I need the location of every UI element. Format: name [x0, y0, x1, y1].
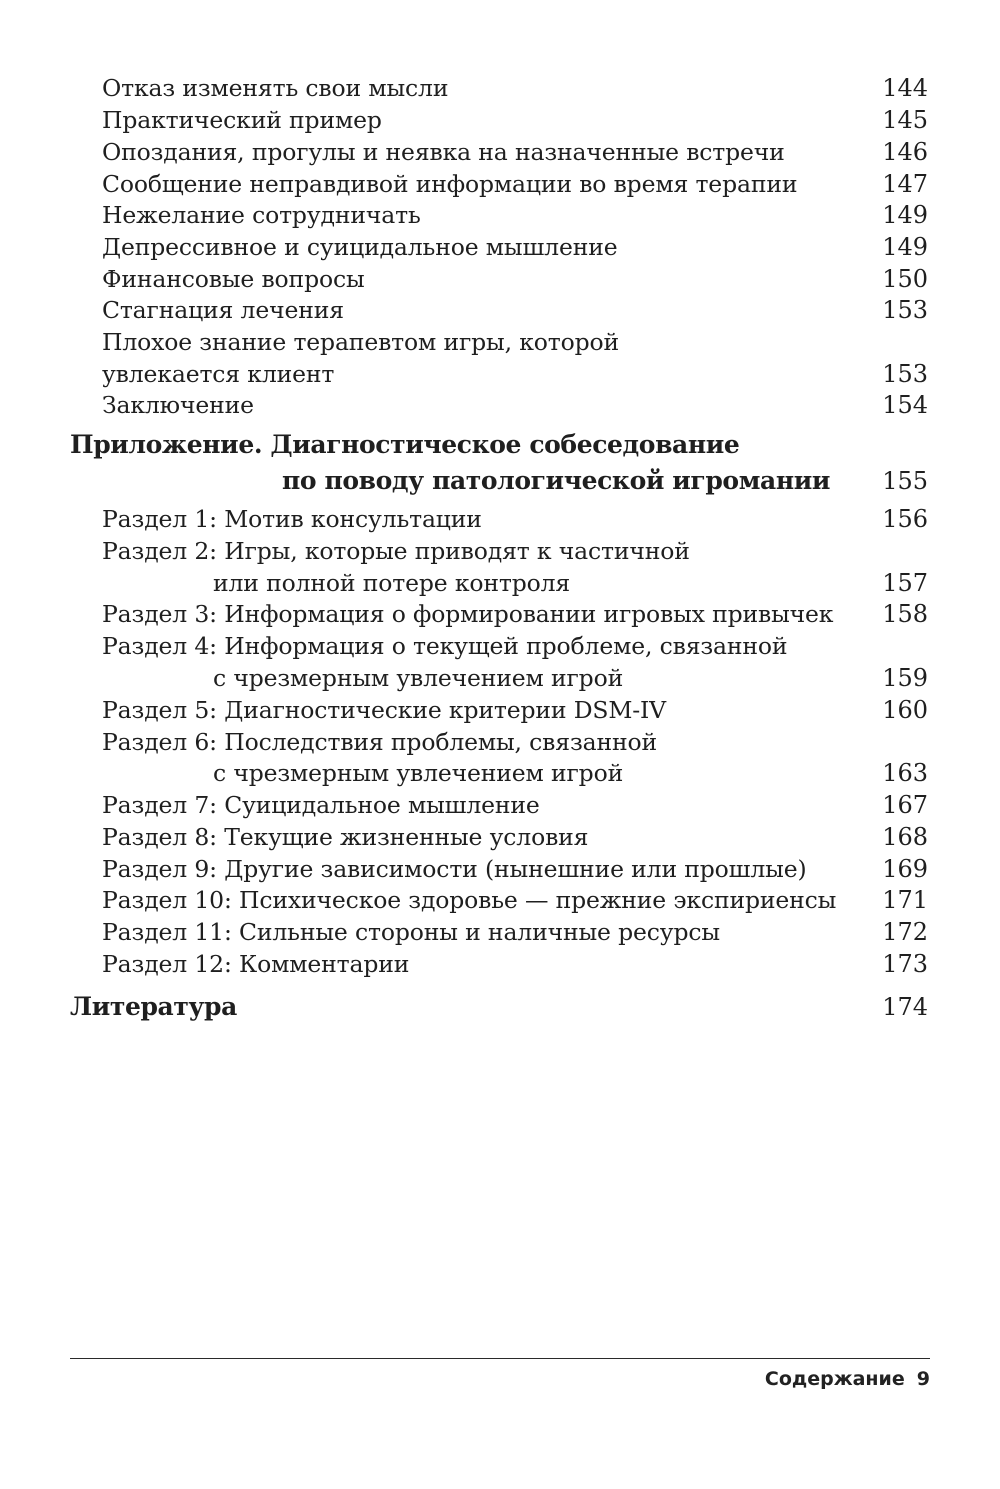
appendix-section-title-line1[interactable]: Раздел 4: Информация о текущей проблеме, связанной: [102, 632, 788, 660]
appendix-section-title[interactable]: Раздел 9: Другие зависимости (нынешние или прошлые): [102, 855, 807, 883]
toc-entry-title[interactable]: Стагнация лечения: [102, 296, 344, 324]
appendix-section-title-line1[interactable]: Раздел 2: Игры, которые приводят к частичной: [102, 537, 690, 565]
appendix-section-title[interactable]: Раздел 5: Диагностические критерии DSM-IV: [102, 696, 667, 724]
appendix-section-title[interactable]: Раздел 8: Текущие жизненные условия: [102, 823, 589, 851]
toc-entry-title[interactable]: Депрессивное и суицидальное мышление: [102, 233, 618, 261]
toc-entry-page: 145: [882, 106, 928, 134]
toc-entry-title-line1[interactable]: Плохое знание терапевтом игры, которой: [102, 328, 620, 356]
literature-heading[interactable]: Литература: [70, 992, 237, 1021]
toc-entry-title[interactable]: Заключение: [102, 391, 254, 419]
appendix-section-title-line2[interactable]: или полной потере контроля: [213, 569, 571, 597]
appendix-section-title[interactable]: Раздел 11: Сильные стороны и наличные ресурсы: [102, 918, 720, 946]
appendix-section-page: 159: [882, 664, 928, 692]
appendix-section-page: 168: [882, 823, 928, 851]
appendix-section-title[interactable]: Раздел 10: Психическое здоровье — прежние экспириенсы: [102, 886, 837, 914]
toc-entry-page: 144: [882, 74, 928, 102]
appendix-heading-line2[interactable]: по поводу патологической игромании: [282, 466, 831, 495]
toc-entry-title[interactable]: Отказ изменять свои мысли: [102, 74, 449, 102]
appendix-section-page: 171: [882, 886, 928, 914]
appendix-section-page: 158: [882, 600, 928, 628]
appendix-section-page: 172: [882, 918, 928, 946]
appendix-section-page: 157: [882, 569, 928, 597]
appendix-section-title[interactable]: Раздел 12: Комментарии: [102, 950, 410, 978]
appendix-section-title[interactable]: Раздел 7: Суицидальное мышление: [102, 791, 540, 819]
appendix-section-title-line2[interactable]: с чрезмерным увлечением игрой: [213, 759, 624, 787]
toc-entry-page: 154: [882, 391, 928, 419]
appendix-section-page: 167: [882, 791, 928, 819]
toc-entry-title[interactable]: Сообщение неправдивой информации во время терапии: [102, 170, 798, 198]
toc-entry-title[interactable]: Практический пример: [102, 106, 382, 134]
toc-entry-page: 150: [882, 265, 928, 293]
appendix-section-page: 169: [882, 855, 928, 883]
appendix-section-title-line1[interactable]: Раздел 6: Последствия проблемы, связанной: [102, 728, 658, 756]
appendix-section-title[interactable]: Раздел 1: Мотив консультации: [102, 505, 482, 533]
literature-page: 174: [882, 993, 928, 1021]
toc-entry-title-line2[interactable]: увлекается клиент: [102, 360, 335, 388]
running-footer: [700, 1366, 930, 1392]
footer-section-name: Содержание: [764, 1368, 905, 1390]
appendix-section-title-line2[interactable]: с чрезмерным увлечением игрой: [213, 664, 624, 692]
toc-entry-page: 146: [882, 138, 928, 166]
appendix-section-page: 156: [882, 505, 928, 533]
toc-entry-page: 153: [882, 296, 928, 324]
footer-divider: [70, 1358, 930, 1359]
appendix-section-page: 163: [882, 759, 928, 787]
appendix-page: 155: [882, 467, 928, 495]
appendix-section-title[interactable]: Раздел 3: Информация о формировании игровых привычек: [102, 600, 834, 628]
appendix-section-page: 173: [882, 950, 928, 978]
toc-entry-title[interactable]: Финансовые вопросы: [102, 265, 365, 293]
appendix-section-page: 160: [882, 696, 928, 724]
toc-entry-title[interactable]: Нежелание сотрудничать: [102, 201, 421, 229]
toc-entry-page: 149: [882, 233, 928, 261]
footer-page-number: 9: [916, 1368, 930, 1390]
appendix-heading-line1[interactable]: Приложение. Диагностическое собеседование: [70, 430, 740, 459]
toc-entry-title[interactable]: Опоздания, прогулы и неявка на назначенные встречи: [102, 138, 785, 166]
toc-entry-page: 147: [882, 170, 928, 198]
toc-entry-page: 149: [882, 201, 928, 229]
toc-entry-page: 153: [882, 360, 928, 388]
